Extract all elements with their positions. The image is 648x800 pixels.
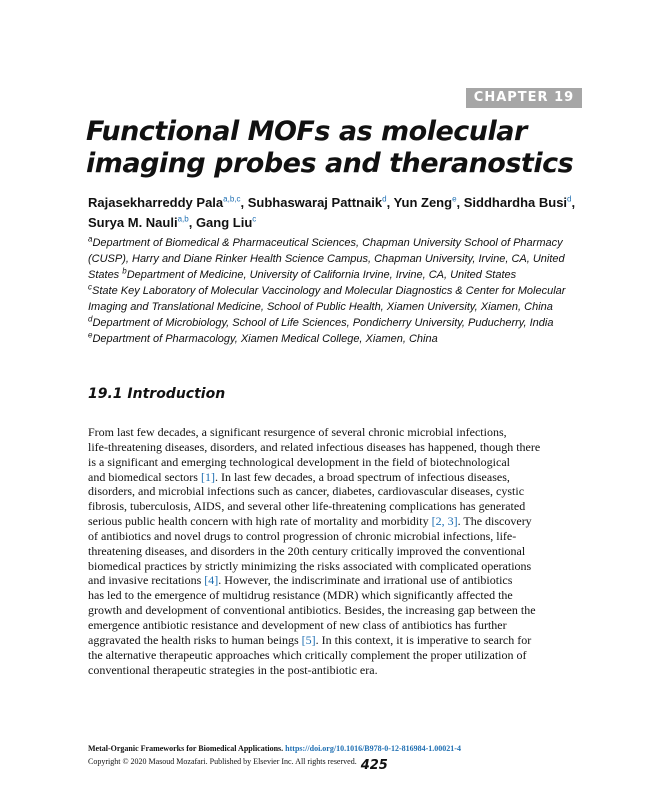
text-span: and biomedical sectors (88, 469, 201, 484)
text-span: . However, the indiscriminate and irrational use of antibiotics (218, 573, 513, 588)
text-line (88, 499, 588, 514)
affiliation-marker[interactable]: c (252, 214, 257, 224)
affiliations (88, 235, 588, 347)
text-line (88, 588, 588, 603)
text-span: serious public health concern with high rate of mortality and morbidity (88, 514, 432, 529)
text-line (88, 603, 588, 618)
citation-link[interactable]: [5] (301, 632, 316, 647)
text-line (88, 544, 588, 559)
chapter-title (86, 116, 588, 180)
text-span: is a significant and emerging technological development in the field of biotechnological (88, 454, 510, 469)
text-span: aggravated the health risks to human beings (88, 632, 302, 647)
copyright: Copyright © 2020 Masoud Mozafari. Published by Elsevier Inc. All rights reserved. (88, 757, 357, 766)
text-line (88, 633, 588, 648)
author-name: Siddhardha Busi (463, 195, 568, 210)
text-line (88, 484, 588, 499)
text-line (88, 618, 588, 633)
text-span: fibrosis, tuberculosis, AIDS, and several other life-threatening complications has generated (88, 499, 526, 514)
content-column (88, 116, 588, 677)
author-name: Rajasekharreddy Pala (88, 195, 224, 210)
text-line (88, 559, 588, 574)
affiliation-marker[interactable]: e (452, 194, 457, 204)
affiliation-marker: c (88, 282, 92, 292)
affiliation-marker: b (122, 266, 127, 276)
affiliation-marker[interactable]: d (382, 194, 387, 204)
affiliation-text: State Key Laboratory of Molecular Vaccinology and Molecular Diagnostics & Center for Molecular Imaging and Translational Medicine, School of Public Health, Xiamen University, Xiamen, China (88, 285, 566, 313)
footer (88, 742, 461, 773)
title-line: imaging probes and theranostics (86, 148, 574, 179)
text-span: . The discovery (457, 514, 532, 529)
text-span: disorders, and microbial infections such as cancer, diabetes, cardiovascular diseases, cystic (88, 484, 525, 499)
text-line (88, 514, 588, 529)
page-number: 425 (360, 758, 388, 773)
author-name: Surya M. Nauli (88, 215, 178, 230)
citation-link[interactable]: [2, 3] (431, 514, 458, 529)
text-span: emergence antibiotic resistance and development of new class of antibiotics has further (88, 617, 507, 632)
doi-link[interactable]: https://doi.org/10.1016/B978-0-12-816984-1.00021-4 (285, 744, 461, 753)
text-span: the alternative therapeutic approaches which critically complement the proper utilization of (88, 647, 527, 662)
text-line (88, 440, 588, 455)
affiliation-text: Department of Medicine, University of California Irvine, Irvine, CA, United States (126, 269, 517, 281)
text-span: has led to the emergence of multidrug resistance (MDR) which significantly affected the (88, 588, 513, 603)
author-name: Yun Zeng (393, 195, 453, 210)
text-span: . In last few decades, a broad spectrum of infectious diseases, (214, 469, 510, 484)
text-span: threatening diseases, and disorders in the 20th century critically improved the conventional (88, 543, 526, 558)
affiliation (88, 314, 554, 329)
book-title: Metal-Organic Frameworks for Biomedical Applications. (88, 744, 284, 753)
section-heading: 19.1 Introduction (88, 386, 226, 402)
author (88, 215, 189, 230)
author (394, 195, 457, 210)
chapter-label: CHAPTER 19 (466, 88, 582, 108)
text-span: of antibiotics and novel drugs to control progression of chronic microbial infections, life- (88, 528, 517, 543)
text-line (88, 648, 588, 663)
affiliation-text: Department of Microbiology, School of Life Sciences, Pondicherry University, Puducherry, India (92, 317, 554, 329)
text-line (88, 470, 588, 485)
text-span: From last few decades, a significant resurgence of several chronic microbial infections, (88, 425, 507, 439)
citation-link[interactable]: [1] (200, 469, 215, 484)
title-line: Functional MOFs as molecular (86, 116, 527, 147)
author (464, 195, 572, 210)
text-span: life-threatening diseases, disorders, and related infectious diseases has happened, though there (88, 439, 541, 454)
author-list: Rajasekharreddy Pala$^{a,b,c}$, Subhaswaraj Pattnaik$^d$, Yun Zeng$^e$, Siddhardha Busi$^d$, Surya M. Nauli$^{a,b}$, Gang Liu$^c$ (88, 194, 576, 230)
affiliation (122, 266, 517, 281)
affiliation-marker: a (88, 234, 93, 244)
affiliation-marker: d (88, 314, 93, 324)
affiliation-text: Department of Pharmacology, Xiamen Medical College, Xiamen, China (92, 333, 438, 345)
affiliation (88, 282, 566, 313)
affiliation-marker[interactable]: a,b (177, 214, 189, 224)
author (196, 215, 256, 230)
text-span: growth and development of conventional antibiotics. Besides, the increasing gap between the (88, 603, 536, 618)
body-text (88, 425, 588, 677)
affiliation-marker: e (88, 330, 93, 340)
affiliation-marker[interactable]: d (567, 194, 572, 204)
affiliation-text: Department of Biomedical & Pharmaceutical Sciences, Chapman University School of Pharmacy (CUSP), Harry and Diane Rinker Health Science Campus, Chapman University, Irvine, CA, United States (88, 237, 565, 281)
text-line (88, 529, 588, 544)
affiliation (88, 330, 438, 345)
text-line (88, 663, 588, 678)
text-line (88, 455, 588, 470)
author-name: Subhaswaraj Pattnaik (247, 195, 383, 210)
text-span: conventional therapeutic strategies in the post-antibiotic era. (88, 662, 378, 677)
author-name: Gang Liu (195, 215, 253, 230)
author (88, 195, 240, 210)
citation-link[interactable]: [4] (204, 573, 219, 588)
affiliation-marker[interactable]: a,b,c (223, 194, 241, 204)
text-line (88, 573, 588, 588)
text-span: and invasive recitations (88, 573, 205, 588)
text-span: . In this context, it is imperative to search for (315, 632, 532, 647)
text-span: biomedical practices by strictly minimizing the risks associated with complicated operations (88, 558, 532, 573)
text-line (88, 425, 588, 440)
author (248, 195, 387, 210)
